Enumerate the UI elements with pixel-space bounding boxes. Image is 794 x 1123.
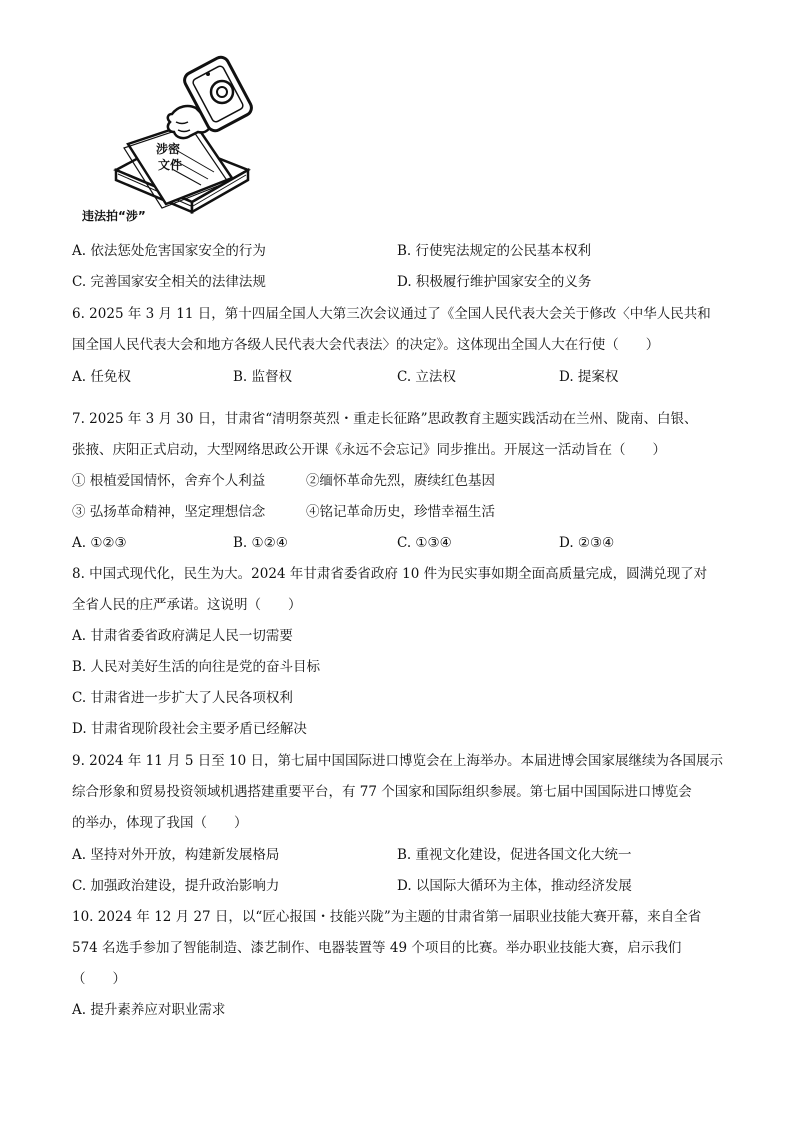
illustration-drawing [70, 52, 270, 230]
q7-stem-line1: 7. 2025 年 3 月 30 日，甘肃省“清明祭英烈・重走长征路”思政教育主题实践活动在兰州、陇南、白银、 [72, 411, 698, 427]
q6-option-b: B. 监督权 [233, 369, 293, 385]
q7-option-a: A. ①②③ [72, 535, 127, 551]
q10-stem-line3: （ ） [72, 971, 126, 987]
q10-option-a: A. 提升素养应对职业需求 [72, 1002, 226, 1018]
q5-option-d: D. 积极履行维护国家安全的义务 [397, 274, 592, 290]
q9-option-a: A. 坚持对外开放，构建新发展格局 [72, 847, 280, 863]
q8-option-d: D. 甘肃省现阶段社会主要矛盾已经解决 [72, 721, 307, 737]
q6-option-d: D. 提案权 [559, 369, 619, 385]
doc-label-line1: 涉密 [155, 142, 180, 156]
q10-stem-line1: 10. 2024 年 12 月 27 日，以“匠心报国・技能兴陇”为主题的甘肃省第一届职业技能大赛开幕，来自全省 [72, 909, 702, 925]
q7-item-4: ④铭记革命历史，珍惜幸福生活 [306, 504, 495, 520]
q9-option-b: B. 重视文化建设，促进各国文化大统一 [397, 847, 632, 863]
q7-item-2: ②缅怀革命先烈，赓续红色基因 [306, 473, 495, 489]
q6-stem-line1: 6. 2025 年 3 月 11 日，第十四届全国人大第三次会议通过了《全国人民代表大会关于修改〈中华人民共和 [72, 306, 711, 322]
q10-stem-line2: 574 名选手参加了智能制造、漆艺制作、电器装置等 49 个项目的比赛。举办职业技能大赛，启示我们 [72, 940, 682, 956]
q5-option-c: C. 完善国家安全相关的法律法规 [72, 274, 266, 290]
q5-option-b: B. 行使宪法规定的公民基本权利 [397, 243, 592, 259]
q8-stem-line1: 8. 中国式现代化，民生为大。2024 年甘肃省委省政府 10 件为民实事如期全面高质量完成，圆满兑现了对 [72, 566, 708, 582]
q9-option-d: D. 以国际大循环为主体，推动经济发展 [397, 878, 632, 894]
q7-item-1: ① 根植爱国情怀，舍弃个人利益 [72, 473, 266, 489]
q8-option-c: C. 甘肃省进一步扩大了人民各项权利 [72, 690, 293, 706]
illustration-secret-photo [70, 52, 270, 230]
q8-option-a: A. 甘肃省委省政府满足人民一切需要 [72, 628, 293, 644]
q8-stem-line2: 全省人民的庄严承诺。这说明（ ） [72, 597, 302, 613]
q7-stem-line2: 张掖、庆阳正式启动，大型网络思政公开课《永远不会忘记》同步推出。开展这一活动旨在（ ） [72, 442, 666, 458]
q7-item-3: ③ 弘扬革命精神，坚定理想信念 [72, 504, 266, 520]
q7-option-d: D. ②③④ [559, 535, 615, 551]
q9-stem-line2: 综合形象和贸易投资领域机遇搭建重要平台，有 77 个国家和国际组织参展。第七届中国国际进口博览会 [72, 784, 692, 800]
q9-stem-line1: 9. 2024 年 11 月 5 日至 10 日，第七届中国国际进口博览会在上海举办。本届进博会国家展继续为各国展示 [72, 753, 724, 769]
q6-option-a: A. 任免权 [72, 369, 131, 385]
q6-option-c: C. 立法权 [397, 369, 456, 385]
q6-stem-line2: 国全国人民代表大会和地方各级人民代表大会代表法〉的决定》。这体现出全国人大在行使（ ） [72, 337, 660, 353]
q9-stem-line3: 的举办，体现了我国（ ） [72, 815, 248, 831]
q7-option-b: B. ①②④ [233, 535, 288, 551]
illustration-caption: 违法拍“涉” [82, 209, 146, 223]
q7-option-c: C. ①③④ [397, 535, 452, 551]
doc-label-line2: 文件 [157, 158, 182, 172]
q8-option-b: B. 人民对美好生活的向往是党的奋斗目标 [72, 659, 321, 675]
q9-option-c: C. 加强政治建设，提升政治影响力 [72, 878, 280, 894]
q5-option-a: A. 依法惩处危害国家安全的行为 [72, 243, 266, 259]
